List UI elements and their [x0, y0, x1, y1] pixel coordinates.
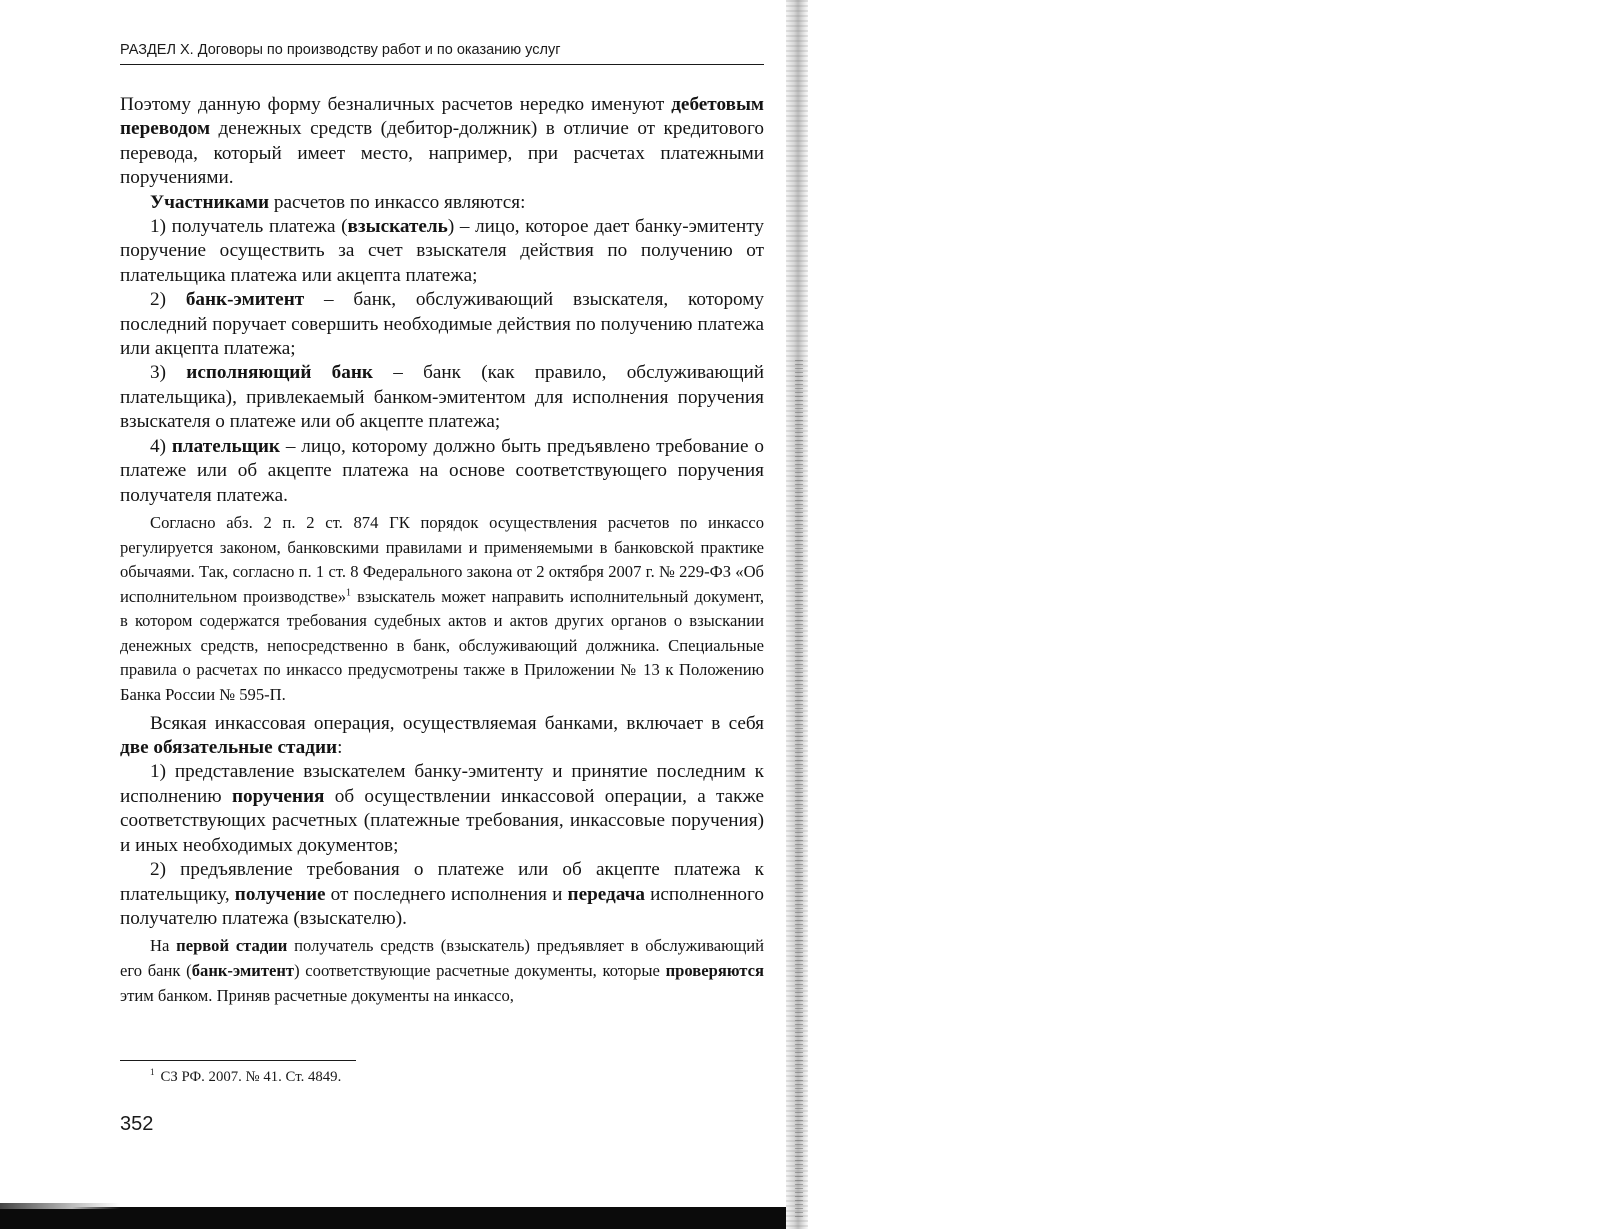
text-run: денежных средств (дебитор-должник) в отличие от кредитового перевода, который имеет место, например, при расчетах платежными поручениями. [120, 118, 764, 189]
running-head: РАЗДЕЛ X. Договоры по производству работ и по оказанию услуг [120, 42, 764, 65]
text-run: исполненного получателю платежа (взыскателю). [120, 883, 765, 929]
paragraph [120, 288, 764, 361]
text-run: 1) получатель платежа ( [150, 216, 348, 238]
text-run: расчетов по инкассо являются: [269, 191, 526, 213]
footnote-text: СЗ РФ. 2007. № 41. Ст. 4849. [160, 1068, 342, 1085]
text-run: 2) [150, 289, 186, 311]
paragraph [120, 858, 764, 931]
footnote-marker: 1 [150, 1067, 155, 1077]
bold-term: первой стадии [176, 936, 288, 956]
paragraph [120, 93, 764, 191]
bold-term: дебетовым переводом [120, 94, 764, 140]
text-run: 1) представление взыскателем банку-эмитенту и принятие последним к исполнению [120, 761, 764, 807]
text-run: этим банком. Приняв расчетные документы на инкассо, [120, 985, 514, 1005]
text-run: – лицо, которому должно быть предъявлено требование о платеже или об акцепте платежа на основе соответствующего поручения получателя платежа. [120, 435, 765, 506]
bold-term: получение [234, 883, 326, 905]
footnote-separator [120, 1060, 356, 1061]
paragraph [120, 361, 764, 434]
bold-term: банк-эмитент [191, 960, 295, 980]
text-run: – банк, обслуживающий взыскателя, которому последний поручает совершить необходимые действия по получению платежа или акцепта платежа; [120, 289, 764, 360]
text-run: 4) [150, 435, 172, 457]
text-run: Согласно абз. 2 п. 2 ст. 874 ГК порядок осуществления расчетов по инкассо регулируется законом, банковскими правилами и применяемыми в банковской практике обычаями. Так, согласно п. 1 ст. 8 Федерального закона от 2 октября 2007 г. № 229-ФЗ «Об исполнительном производстве» [120, 512, 764, 606]
scan-bottom-shadow [0, 1207, 800, 1229]
text-run: 3) [150, 362, 187, 384]
page-number: 352 [120, 1113, 154, 1135]
text-run: об осуществлении инкассовой операции, а также соответствующих расчетных (платежные требования, инкассовые поручения) и иных необходимых документов; [120, 785, 765, 856]
text-run: – банк (как правило, обслуживающий плательщика), привлекаемый банком-эмитентом для исполнения поручения взыскателя о платеже или об акцепте платежа; [120, 362, 765, 433]
text-run: На [150, 936, 177, 956]
footnote-ref: 1 [346, 587, 352, 599]
bold-term: взыскатель [347, 216, 448, 238]
text-run: 2) предъявление требования о платеже или об акцепте платежа к плательщику, [120, 859, 764, 905]
text-run: от последнего исполнения и [325, 883, 568, 905]
paragraph [120, 712, 764, 761]
paragraph [120, 191, 764, 215]
paragraph [120, 215, 764, 288]
bold-term: передача [567, 883, 645, 905]
text-run: Поэтому данную форму безналичных расчетов нередко именуют [120, 94, 672, 115]
text-run: Всякая инкассовая операция, осуществляемая банками, включает в себя [150, 712, 764, 734]
paragraph [120, 934, 764, 1008]
bold-term: Участниками [150, 191, 270, 213]
bold-term: две обязательные стадии [120, 737, 338, 759]
text-run: ) соответствующие расчетные документы, которые [294, 960, 666, 980]
bold-term: плательщик [171, 435, 280, 457]
bold-term: проверяются [665, 960, 764, 980]
text-run: взыскатель может направить исполнительный документ, в котором содержатся требования судебных актов и актов других органов о взыскании денежных средств, непосредственно в банк, обслуживающий должника. Специальные правила о расчетах по инкассо предусмотрены также в Приложении № 13 к Положению Банка России № 595-П. [120, 586, 764, 705]
footnote [150, 1067, 341, 1086]
text-run: ) – лицо, которое дает банку-эмитенту поручение осуществить за счет взыскателя действия по получению от плательщика платежа или акцепта платежа; [120, 216, 764, 286]
book-spine-edge [786, 0, 808, 1229]
paragraph [120, 760, 764, 858]
paragraph [120, 435, 764, 508]
bold-term: банк-эмитент [185, 289, 305, 311]
bold-term: поручения [231, 785, 325, 807]
paragraph [120, 511, 764, 708]
text-run: получатель средств (взыскатель) предъявляет в обслуживающий его банк ( [120, 936, 765, 980]
body-text [120, 93, 764, 1008]
text-run: : [337, 737, 343, 759]
bold-term: исполняющий банк [186, 362, 373, 384]
